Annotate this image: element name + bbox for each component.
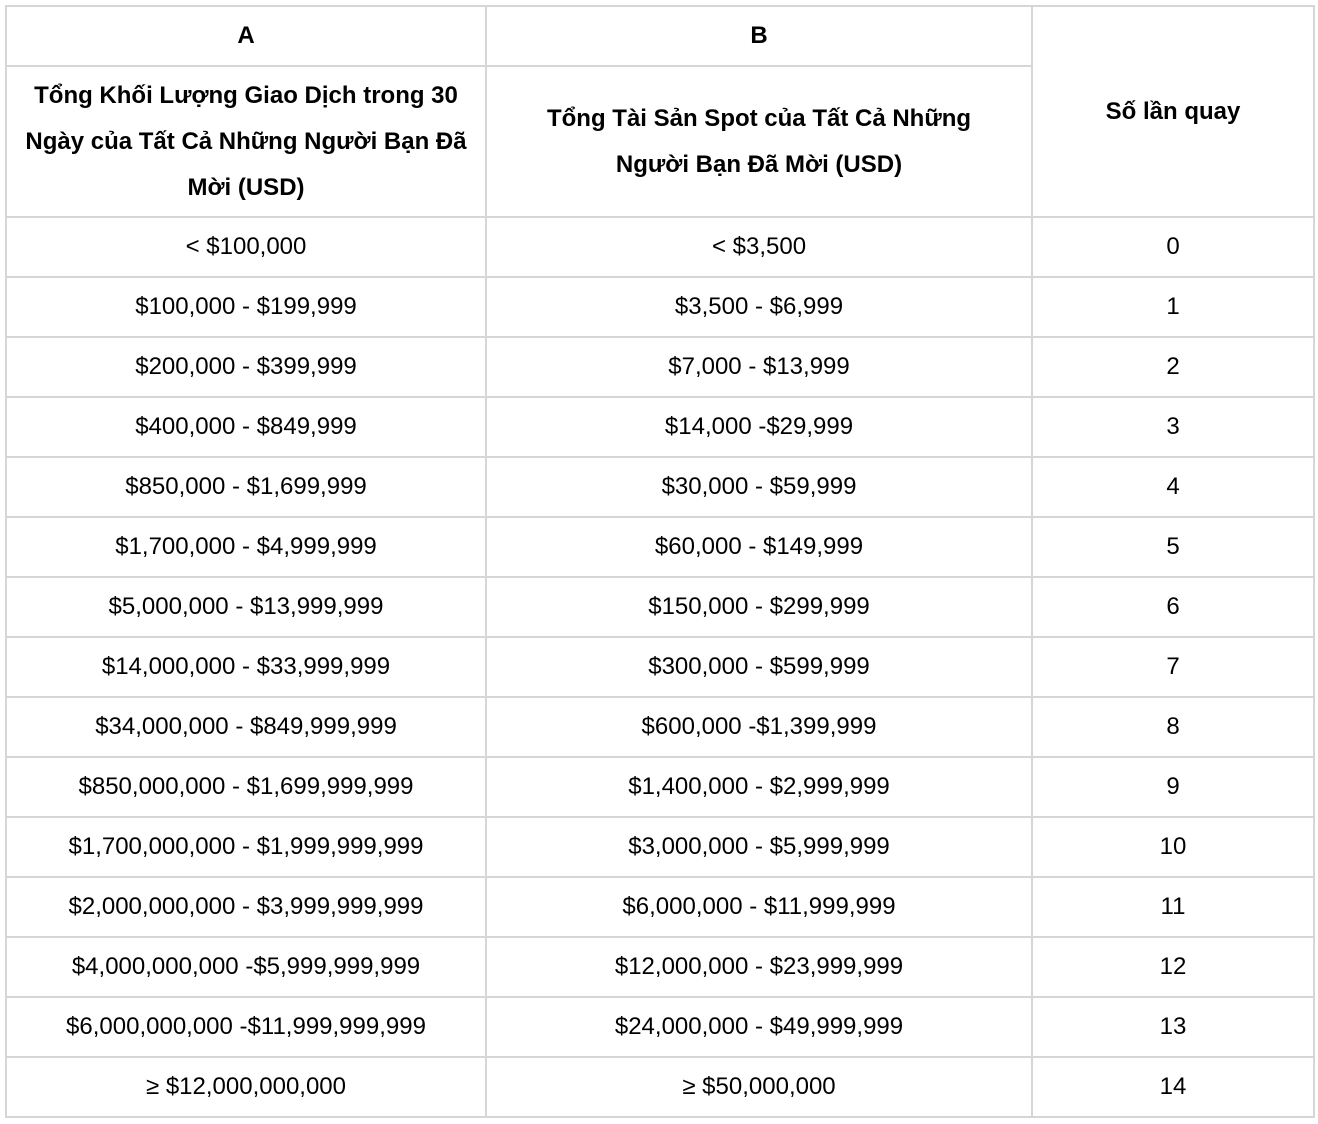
spin-tier-table — [5, 5, 1315, 1118]
trading-volume-cell: $5,000,000 - $13,999,999 — [6, 577, 486, 637]
table-row — [6, 937, 1314, 997]
spot-assets-cell: $600,000 -$1,399,999 — [486, 697, 1032, 757]
trading-volume-cell: $1,700,000,000 - $1,999,999,999 — [6, 817, 486, 877]
table-row — [6, 757, 1314, 817]
trading-volume-cell: < $100,000 — [6, 217, 486, 277]
table-header — [6, 6, 1314, 217]
spot-assets-cell: $60,000 - $149,999 — [486, 517, 1032, 577]
spot-assets-cell: $12,000,000 - $23,999,999 — [486, 937, 1032, 997]
header-letter-row — [6, 6, 1314, 66]
trading-volume-cell: $34,000,000 - $849,999,999 — [6, 697, 486, 757]
trading-volume-cell: $850,000,000 - $1,699,999,999 — [6, 757, 486, 817]
table-row — [6, 217, 1314, 277]
spin-count-cell: 5 — [1032, 517, 1314, 577]
trading-volume-cell: $400,000 - $849,999 — [6, 397, 486, 457]
table-row — [6, 817, 1314, 877]
trading-volume-cell: $1,700,000 - $4,999,999 — [6, 517, 486, 577]
table-row — [6, 457, 1314, 517]
spin-count-cell: 3 — [1032, 397, 1314, 457]
trading-volume-cell: $14,000,000 - $33,999,999 — [6, 637, 486, 697]
table-row — [6, 637, 1314, 697]
spin-count-cell: 4 — [1032, 457, 1314, 517]
col-b-letter: B — [486, 6, 1032, 66]
spin-count-cell: 12 — [1032, 937, 1314, 997]
spot-assets-cell: $14,000 -$29,999 — [486, 397, 1032, 457]
trading-volume-cell: ≥ $12,000,000,000 — [6, 1057, 486, 1117]
table-row — [6, 577, 1314, 637]
spot-assets-cell: $3,500 - $6,999 — [486, 277, 1032, 337]
table-row — [6, 877, 1314, 937]
spin-count-cell: 0 — [1032, 217, 1314, 277]
spot-assets-cell: $6,000,000 - $11,999,999 — [486, 877, 1032, 937]
trading-volume-cell: $200,000 - $399,999 — [6, 337, 486, 397]
spot-assets-cell: $24,000,000 - $49,999,999 — [486, 997, 1032, 1057]
spin-count-cell: 6 — [1032, 577, 1314, 637]
table-row — [6, 517, 1314, 577]
spin-count-cell: 11 — [1032, 877, 1314, 937]
trading-volume-cell: $100,000 - $199,999 — [6, 277, 486, 337]
trading-volume-cell: $850,000 - $1,699,999 — [6, 457, 486, 517]
col-a-letter: A — [6, 6, 486, 66]
spin-count-cell: 7 — [1032, 637, 1314, 697]
spot-assets-cell: $30,000 - $59,999 — [486, 457, 1032, 517]
spin-count-cell: 13 — [1032, 997, 1314, 1057]
col-b-header: Tổng Tài Sản Spot của Tất Cả Những Người Bạn Đã Mời (USD) — [486, 66, 1032, 217]
spot-assets-cell: ≥ $50,000,000 — [486, 1057, 1032, 1117]
table-body — [6, 217, 1314, 1117]
spot-assets-cell: $150,000 - $299,999 — [486, 577, 1032, 637]
table-row — [6, 1057, 1314, 1117]
spin-count-cell: 8 — [1032, 697, 1314, 757]
table-row — [6, 997, 1314, 1057]
spot-assets-cell: $7,000 - $13,999 — [486, 337, 1032, 397]
spot-assets-cell: < $3,500 — [486, 217, 1032, 277]
table-row — [6, 397, 1314, 457]
spin-count-cell: 1 — [1032, 277, 1314, 337]
spin-count-cell: 2 — [1032, 337, 1314, 397]
trading-volume-cell: $2,000,000,000 - $3,999,999,999 — [6, 877, 486, 937]
spot-assets-cell: $1,400,000 - $2,999,999 — [486, 757, 1032, 817]
table-row — [6, 337, 1314, 397]
spin-count-cell: 9 — [1032, 757, 1314, 817]
table-row — [6, 277, 1314, 337]
table-row — [6, 697, 1314, 757]
trading-volume-cell: $6,000,000,000 -$11,999,999,999 — [6, 997, 486, 1057]
spin-count-cell: 14 — [1032, 1057, 1314, 1117]
spin-count-cell: 10 — [1032, 817, 1314, 877]
trading-volume-cell: $4,000,000,000 -$5,999,999,999 — [6, 937, 486, 997]
spot-assets-cell: $3,000,000 - $5,999,999 — [486, 817, 1032, 877]
spot-assets-cell: $300,000 - $599,999 — [486, 637, 1032, 697]
col-a-header: Tổng Khối Lượng Giao Dịch trong 30 Ngày của Tất Cả Những Người Bạn Đã Mời (USD) — [6, 66, 486, 217]
col-spins-header: Số lần quay — [1032, 6, 1314, 217]
